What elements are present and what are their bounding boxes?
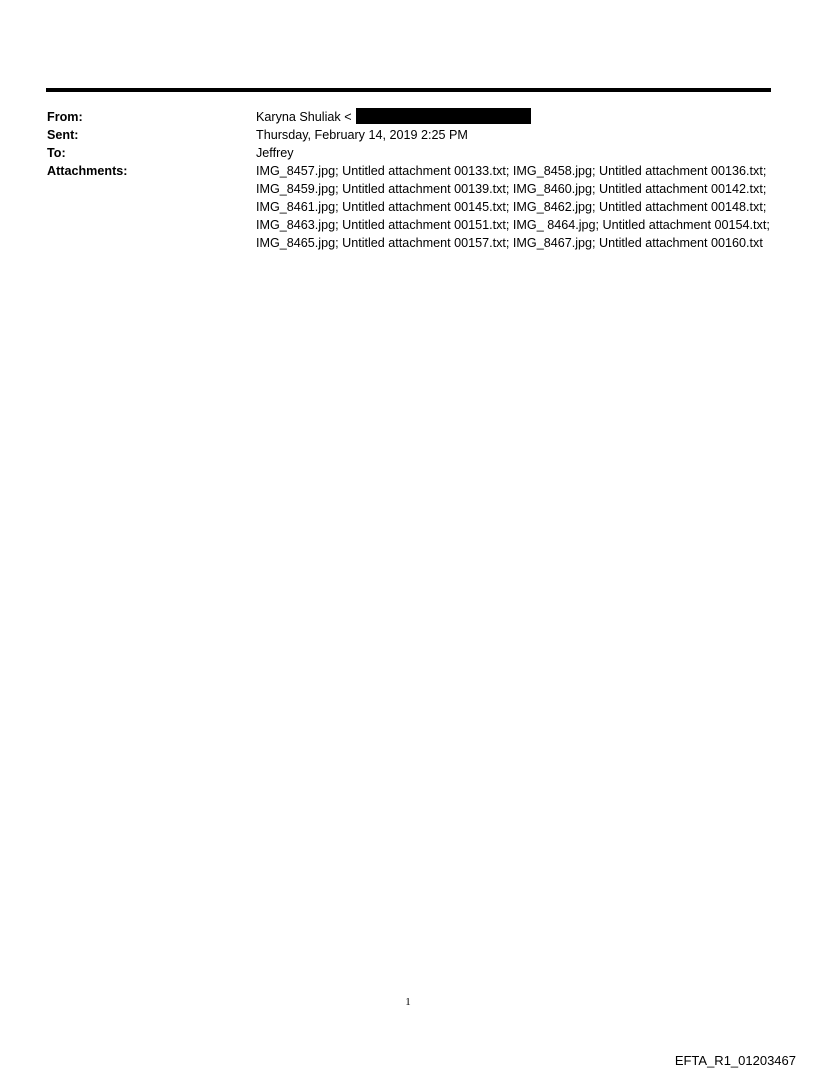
to-value: Jeffrey: [256, 146, 294, 160]
from-value-container: [256, 108, 772, 126]
attachments-label: Attachments:: [47, 164, 128, 178]
email-header: [47, 108, 772, 252]
to-label: To:: [47, 146, 66, 160]
from-label: From:: [47, 110, 83, 124]
bates-number: EFTA_R1_01203467: [674, 1053, 796, 1068]
from-row: [47, 108, 772, 126]
attachments-row: [47, 162, 772, 252]
attachments-value: IMG_8457.jpg; Untitled attachment 00133.txt; IMG_8458.jpg; Untitled attachment 00136.txt; IMG_8459.jpg; Untitled attachment 00139.txt; IMG_8460.jpg; Untitled attachment 00142.txt; IMG_8461.jpg; Untitled attachment 00145.txt; IMG_8462.jpg; Untitled attachment 00148.txt; IMG_8463.jpg; Untitled attachment 00151.txt; IMG_ 8464.jpg; Untitled attachment 00154.txt; IMG_8465.jpg; Untitled attachment 00157.txt; IMG_8467.jpg; Untitled attachment 00160.txt: [256, 164, 770, 250]
sent-row: [47, 126, 772, 144]
redaction-bar: [356, 108, 531, 124]
header-divider: [46, 88, 771, 92]
page-number: 1: [405, 996, 411, 1008]
to-row: [47, 144, 772, 162]
sent-value: Thursday, February 14, 2019 2:25 PM: [256, 128, 468, 142]
from-value: Karyna Shuliak <: [256, 110, 352, 124]
sent-label: Sent:: [47, 128, 79, 142]
